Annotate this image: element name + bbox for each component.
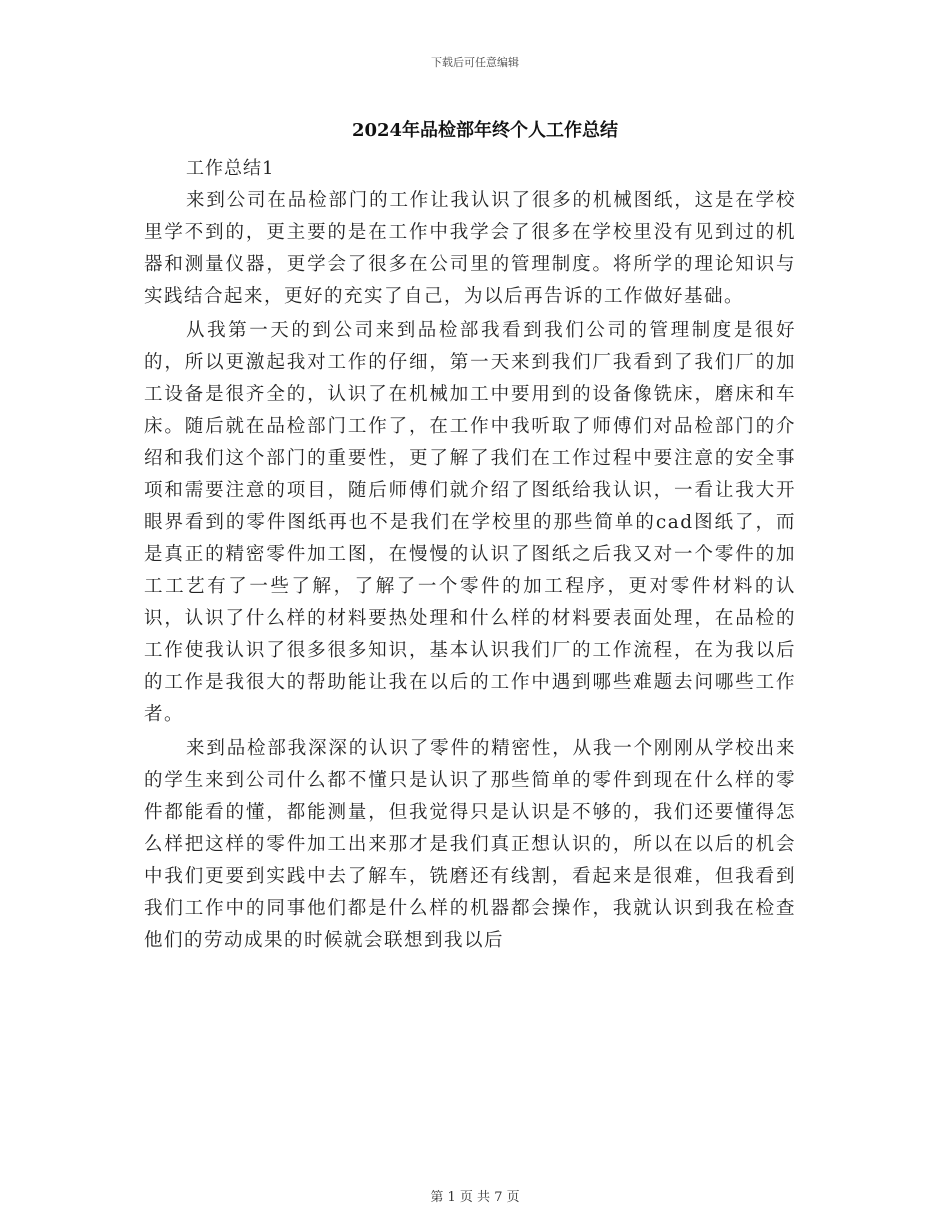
paragraph-2: 从我第一天的到公司来到品检部我看到我们公司的管理制度是很好的，所以更激起我对工作的仔细，第一天来到我们厂我看到了我们厂的加工设备是很齐全的，认识了在机械加工中要用到的设备像铣床，磨床和车床。随后就在品检部门工作了，在工作中我听取了师傅们对品检部门的介绍和我们这个部门的重要性，更了解了我们在工作过程中要注意的安全事项和需要注意的项目，随后师傅们就介绍了图纸给我认识，一看让我大开眼界看到的零件图纸再也不是我们在学校里的那些简单的cad图纸了，而是真正的精密零件加工图，在慢慢的认识了图纸之后我又对一个零件的加工工艺有了一些了解，了解了一个零件的加工程序，更对零件材料的认识，认识了什么样的材料要热处理和什么样的材料要表面处理，在品检的工作使我认识了很多很多知识，基本认识我们厂的工作流程，在为我以后的工作是我很大的帮助能让我在以后的工作中遇到哪些难题去问哪些工作者。: [144, 320, 796, 725]
paragraph-3: 来到品检部我深深的认识了零件的精密性，从我一个刚刚从学校出来的学生来到公司什么都不懂只是认识了那些简单的零件到现在什么样的零件都能看的懂，都能测量，但我觉得只是认识是不够的，我们还要懂得怎么样把这样的零件加工出来那才是我们真正想认识的，所以在以后的机会中我们更要到实践中去了解车，铣磨还有线割，看起来是很难，但我看到我们工作中的同事他们都是什么样的机器都会操作，我就认识到我在检查他们的劳动成果的时候就会联想到我以后: [144, 738, 796, 951]
document-title: 2024年品检部年终个人工作总结: [351, 120, 619, 141]
paragraph-1: 来到公司在品检部门的工作让我认识了很多的机械图纸，这是在学校里学不到的，更主要的是在工作中我学会了很多在学校里没有见到过的机器和测量仪器，更学会了很多在公司里的管理制度。将所学的理论知识与实践结合起来，更好的充实了自己，为以后再告诉的工作做好基础。: [144, 190, 796, 307]
page-header-note: 下载后可任意编辑: [431, 56, 519, 69]
section-heading: 工作总结1: [186, 158, 275, 179]
page-number-footer: 第 1 页 共 7 页: [430, 1190, 520, 1205]
document-body: [144, 185, 796, 959]
